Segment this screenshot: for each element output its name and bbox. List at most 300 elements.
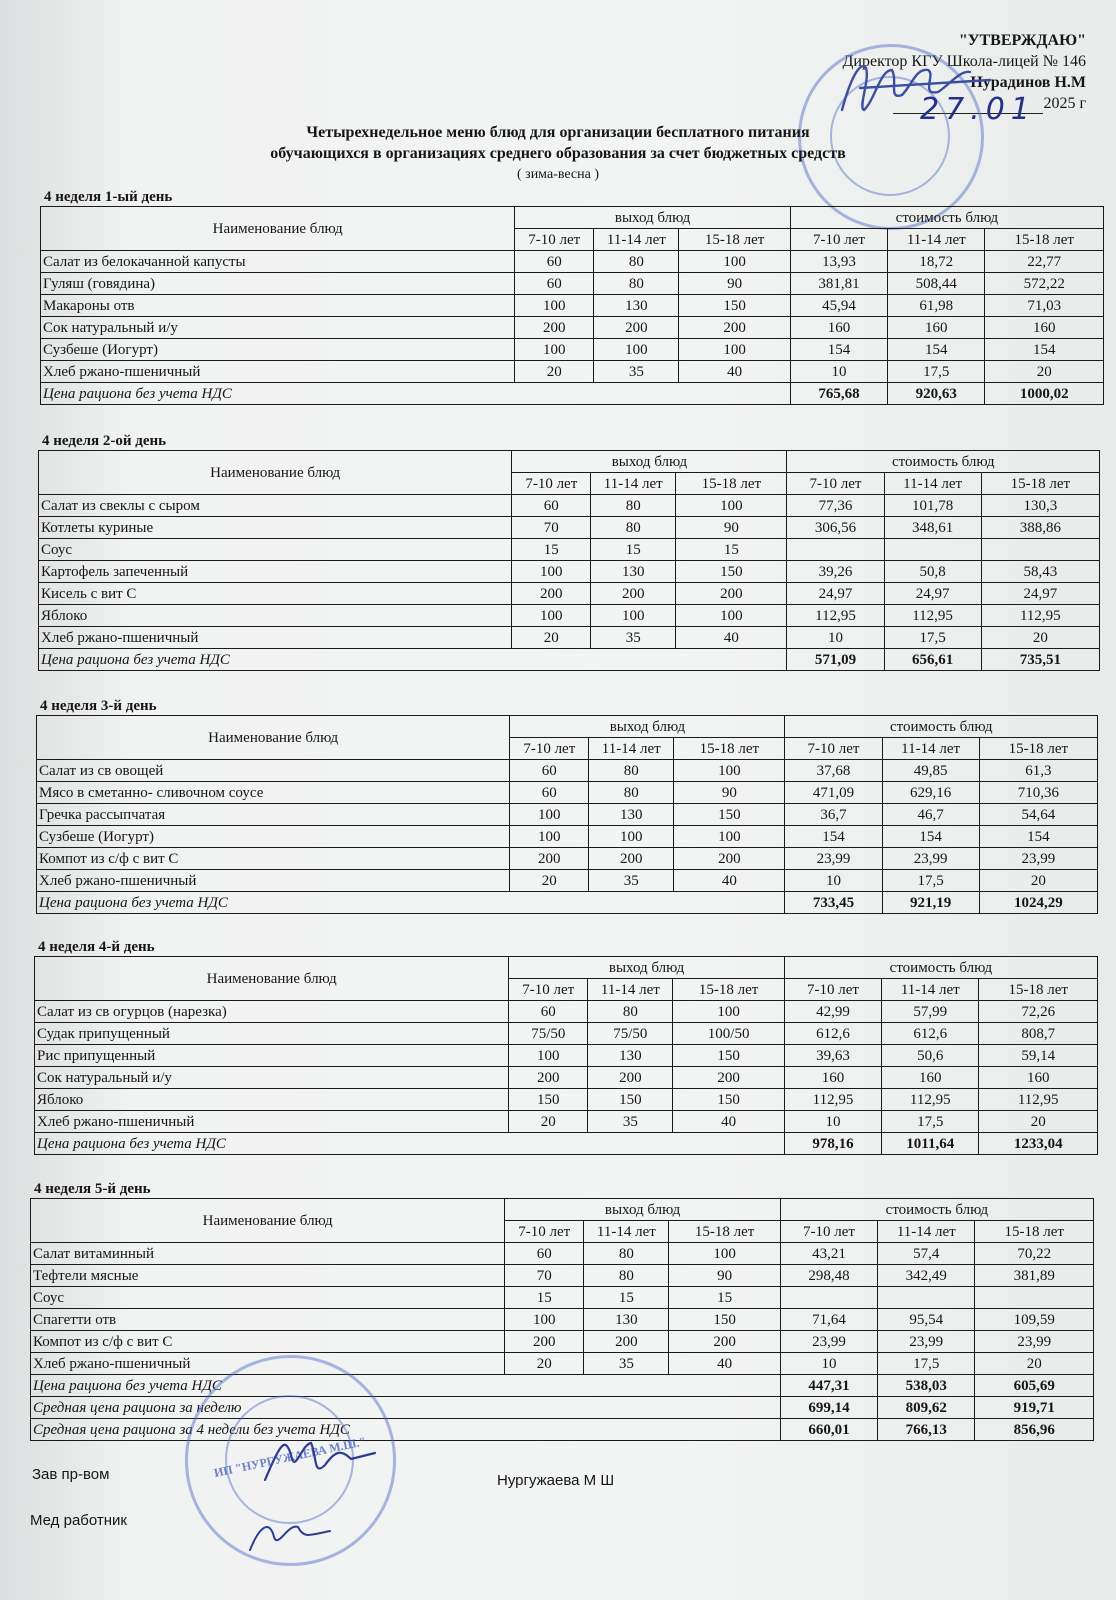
cost-cell: 130,3 <box>981 495 1099 517</box>
table-row <box>41 361 1104 383</box>
output-cell: 200 <box>594 317 679 339</box>
header-cost: стоимость блюд <box>785 716 1098 738</box>
day-section <box>38 432 1100 671</box>
table-row <box>41 317 1104 339</box>
dish-name: Тефтели мясные <box>31 1265 505 1287</box>
total-value: 733,45 <box>785 892 882 914</box>
output-cell: 150 <box>509 1089 588 1111</box>
output-cell: 100/50 <box>673 1023 784 1045</box>
output-cell: 100 <box>674 760 785 782</box>
header-age: 15-18 лет <box>673 979 784 1001</box>
dish-name: Мясо в сметанно- сливочном соусе <box>37 782 510 804</box>
header-age: 11-14 лет <box>591 473 676 495</box>
day-section <box>34 938 1098 1155</box>
output-cell: 80 <box>588 1001 673 1023</box>
cost-cell: 10 <box>785 870 882 892</box>
table-row <box>37 804 1098 826</box>
cost-cell: 508,44 <box>888 273 985 295</box>
table-row <box>31 1287 1094 1309</box>
dish-name: Гречка рассыпчатая <box>37 804 510 826</box>
cost-cell: 388,86 <box>981 517 1099 539</box>
header-output: выход блюд <box>509 957 785 979</box>
output-cell: 20 <box>510 870 589 892</box>
day-section <box>36 697 1098 914</box>
header-age: 15-18 лет <box>669 1221 780 1243</box>
title-line-1: Четырехнедельное меню блюд для организации бесплатного питания <box>306 124 810 141</box>
dish-name: Соус <box>31 1287 505 1309</box>
dish-name: Судак припущенный <box>35 1023 509 1045</box>
output-cell: 40 <box>679 361 790 383</box>
cost-cell <box>981 539 1099 561</box>
header-age: 11-14 лет <box>878 1221 975 1243</box>
output-cell: 100 <box>676 605 787 627</box>
approval-label: "УТВЕРЖДАЮ" <box>958 32 1086 49</box>
dish-name: Макароны отв <box>41 295 515 317</box>
cost-cell: 154 <box>790 339 887 361</box>
dish-name: Кисель с вит С <box>39 583 512 605</box>
cost-cell: 306,56 <box>787 517 884 539</box>
dish-name: Хлеб ржано-пшеничный <box>39 627 512 649</box>
output-cell: 200 <box>505 1331 584 1353</box>
output-cell: 200 <box>515 317 594 339</box>
output-cell: 100 <box>512 561 591 583</box>
dish-name: Рис припущенный <box>35 1045 509 1067</box>
header-output: выход блюд <box>505 1199 781 1221</box>
cost-cell: 154 <box>785 826 882 848</box>
output-cell: 100 <box>515 339 594 361</box>
header-age: 11-14 лет <box>589 738 674 760</box>
menu-table <box>30 1198 1094 1441</box>
cost-cell: 17,5 <box>888 361 985 383</box>
header-dish-name: Наименование блюд <box>37 716 510 760</box>
table-row <box>35 1111 1098 1133</box>
cost-cell: 22,77 <box>985 251 1104 273</box>
day-section <box>30 1180 1094 1441</box>
table-row <box>35 1089 1098 1111</box>
cost-cell: 23,99 <box>780 1331 877 1353</box>
header-age: 7-10 лет <box>784 979 881 1001</box>
output-cell: 130 <box>588 1045 673 1067</box>
output-cell: 100 <box>674 826 785 848</box>
cost-cell <box>884 539 981 561</box>
dish-name: Соус <box>39 539 512 561</box>
cost-cell: 45,94 <box>790 295 887 317</box>
dish-name: Сок натуральный и/у <box>41 317 515 339</box>
cost-cell: 36,7 <box>785 804 882 826</box>
cost-cell: 49,85 <box>882 760 979 782</box>
header-age: 7-10 лет <box>515 229 594 251</box>
dish-name: Спагетти отв <box>31 1309 505 1331</box>
output-cell: 35 <box>589 870 674 892</box>
cost-cell: 72,26 <box>979 1001 1098 1023</box>
output-cell: 100 <box>505 1309 584 1331</box>
footer-name-1: Нургужаева М Ш <box>497 1472 615 1489</box>
output-cell: 100 <box>676 495 787 517</box>
output-cell: 200 <box>512 583 591 605</box>
ip-stamp-text: ИП "НУРГУЖАЕВА М.Ш." <box>212 1434 368 1480</box>
cost-cell: 154 <box>979 826 1097 848</box>
header-age: 7-10 лет <box>787 473 884 495</box>
cost-cell: 381,89 <box>975 1265 1094 1287</box>
total-label: Средная цена рациона за неделю <box>31 1397 781 1419</box>
output-cell: 70 <box>505 1265 584 1287</box>
cost-cell: 95,54 <box>878 1309 975 1331</box>
table-row <box>41 273 1104 295</box>
total-value: 765,68 <box>790 383 887 405</box>
cost-cell: 348,61 <box>884 517 981 539</box>
cost-cell: 112,95 <box>981 605 1099 627</box>
menu-table <box>36 715 1098 914</box>
dish-name: Компот из с/ф с вит С <box>37 848 510 870</box>
cost-cell: 17,5 <box>878 1353 975 1375</box>
dish-name: Салат из св огурцов (нарезка) <box>35 1001 509 1023</box>
total-value: 1024,29 <box>979 892 1097 914</box>
output-cell: 150 <box>673 1045 784 1067</box>
table-row <box>39 583 1100 605</box>
output-cell: 35 <box>594 361 679 383</box>
cost-cell: 39,63 <box>784 1045 881 1067</box>
output-cell: 100 <box>591 605 676 627</box>
table-row <box>39 539 1100 561</box>
output-cell: 100 <box>512 605 591 627</box>
day-title: 4 неделя 4-й день <box>38 939 155 955</box>
cost-cell: 70,22 <box>975 1243 1094 1265</box>
cost-cell: 59,14 <box>979 1045 1098 1067</box>
output-cell: 150 <box>588 1089 673 1111</box>
table-row <box>31 1331 1094 1353</box>
footer-signature-1 <box>255 1425 395 1495</box>
output-cell: 75/50 <box>588 1023 673 1045</box>
total-value: 766,13 <box>878 1419 975 1441</box>
output-cell: 80 <box>584 1265 669 1287</box>
cost-cell: 710,36 <box>979 782 1097 804</box>
table-row <box>37 826 1098 848</box>
cost-cell: 342,49 <box>878 1265 975 1287</box>
cost-cell: 13,93 <box>790 251 887 273</box>
cost-cell: 39,26 <box>787 561 884 583</box>
total-row <box>31 1375 1094 1397</box>
output-cell: 150 <box>669 1309 780 1331</box>
output-cell: 60 <box>512 495 591 517</box>
dish-name: Сузбеше (Иогурт) <box>41 339 515 361</box>
output-cell: 20 <box>509 1111 588 1133</box>
header-dish-name: Наименование блюд <box>39 451 512 495</box>
header-output: выход блюд <box>515 207 791 229</box>
approval-date-handwritten: 27.01 <box>920 92 1036 127</box>
dish-name: Яблоко <box>35 1089 509 1111</box>
output-cell: 80 <box>594 273 679 295</box>
header-age: 15-18 лет <box>985 229 1104 251</box>
total-value: 660,01 <box>780 1419 877 1441</box>
cost-cell: 61,3 <box>979 760 1097 782</box>
dish-name: Сузбеше (Иогурт) <box>37 826 510 848</box>
cost-cell: 112,95 <box>979 1089 1098 1111</box>
header-dish-name: Наименование блюд <box>35 957 509 1001</box>
total-value: 735,51 <box>981 649 1099 671</box>
cost-cell: 20 <box>981 627 1099 649</box>
output-cell: 40 <box>673 1111 784 1133</box>
table-row <box>31 1243 1094 1265</box>
table-row <box>35 1067 1098 1089</box>
total-row <box>35 1133 1098 1155</box>
output-cell: 100 <box>589 826 674 848</box>
header-cost: стоимость блюд <box>780 1199 1093 1221</box>
cost-cell: 77,36 <box>787 495 884 517</box>
title-line-2: обучающихся в организациях среднего образования за счет бюджетных средств <box>270 145 846 162</box>
cost-cell: 50,8 <box>884 561 981 583</box>
output-cell: 100 <box>673 1001 784 1023</box>
output-cell: 200 <box>669 1331 780 1353</box>
output-cell: 20 <box>505 1353 584 1375</box>
dish-name: Хлеб ржано-пшеничный <box>35 1111 509 1133</box>
footer-role-1: Зав пр-вом <box>32 1466 110 1483</box>
total-label: Средная цена рациона за 4 недели без учета НДС <box>31 1419 781 1441</box>
table-row <box>39 627 1100 649</box>
table-row <box>41 251 1104 273</box>
total-label: Цена рациона без учета НДС <box>39 649 787 671</box>
output-cell: 200 <box>589 848 674 870</box>
dish-name: Гуляш (говядина) <box>41 273 515 295</box>
cost-cell: 112,95 <box>884 605 981 627</box>
header-age: 11-14 лет <box>888 229 985 251</box>
dish-name: Компот из с/ф с вит С <box>31 1331 505 1353</box>
total-value: 1233,04 <box>979 1133 1098 1155</box>
cost-cell: 160 <box>882 1067 979 1089</box>
total-row <box>41 383 1104 405</box>
cost-cell: 20 <box>975 1353 1094 1375</box>
table-row <box>41 339 1104 361</box>
cost-cell: 629,16 <box>882 782 979 804</box>
output-cell: 60 <box>505 1243 584 1265</box>
output-cell: 100 <box>509 1045 588 1067</box>
cost-cell: 160 <box>888 317 985 339</box>
total-value: 1000,02 <box>985 383 1104 405</box>
total-value: 538,03 <box>878 1375 975 1397</box>
header-age: 7-10 лет <box>510 738 589 760</box>
output-cell: 40 <box>669 1353 780 1375</box>
output-cell: 60 <box>510 760 589 782</box>
cost-cell: 154 <box>985 339 1104 361</box>
approval-position: Директор КГУ Школа-лицей № 146 <box>842 53 1086 70</box>
output-cell: 15 <box>676 539 787 561</box>
output-cell: 150 <box>676 561 787 583</box>
header-age: 7-10 лет <box>790 229 887 251</box>
cost-cell: 154 <box>882 826 979 848</box>
output-cell: 70 <box>512 517 591 539</box>
total-value: 921,19 <box>882 892 979 914</box>
cost-cell: 17,5 <box>882 870 979 892</box>
header-output: выход блюд <box>510 716 785 738</box>
day-section <box>40 188 1104 405</box>
total-row <box>39 649 1100 671</box>
output-cell: 130 <box>584 1309 669 1331</box>
cost-cell: 57,4 <box>878 1243 975 1265</box>
cost-cell: 298,48 <box>780 1265 877 1287</box>
header-age: 15-18 лет <box>979 979 1098 1001</box>
output-cell: 100 <box>594 339 679 361</box>
table-row <box>37 848 1098 870</box>
table-row <box>37 760 1098 782</box>
header-age: 15-18 лет <box>975 1221 1094 1243</box>
output-cell: 20 <box>515 361 594 383</box>
output-cell: 200 <box>510 848 589 870</box>
cost-cell: 572,22 <box>985 273 1104 295</box>
output-cell: 100 <box>510 826 589 848</box>
cost-cell: 154 <box>888 339 985 361</box>
output-cell: 35 <box>588 1111 673 1133</box>
cost-cell: 109,59 <box>975 1309 1094 1331</box>
cost-cell: 23,99 <box>979 848 1097 870</box>
total-value: 978,16 <box>784 1133 881 1155</box>
header-age: 15-18 лет <box>679 229 790 251</box>
cost-cell: 23,99 <box>975 1331 1094 1353</box>
header-output: выход блюд <box>512 451 787 473</box>
cost-cell: 612,6 <box>882 1023 979 1045</box>
cost-cell: 10 <box>784 1111 881 1133</box>
menu-table <box>34 956 1098 1155</box>
table-row <box>31 1353 1094 1375</box>
output-cell: 35 <box>591 627 676 649</box>
table-row <box>35 1045 1098 1067</box>
total-value: 571,09 <box>787 649 884 671</box>
cost-cell: 46,7 <box>882 804 979 826</box>
output-cell: 20 <box>512 627 591 649</box>
header-age: 15-18 лет <box>676 473 787 495</box>
dish-name: Хлеб ржано-пшеничный <box>37 870 510 892</box>
dish-name: Сок натуральный и/у <box>35 1067 509 1089</box>
header-age: 7-10 лет <box>785 738 882 760</box>
output-cell: 80 <box>591 517 676 539</box>
cost-cell: 17,5 <box>884 627 981 649</box>
output-cell: 80 <box>589 782 674 804</box>
table-row <box>39 605 1100 627</box>
menu-table <box>38 450 1100 671</box>
header-age: 15-18 лет <box>979 738 1097 760</box>
cost-cell: 18,72 <box>888 251 985 273</box>
table-row <box>35 1001 1098 1023</box>
cost-cell: 23,99 <box>785 848 882 870</box>
total-label: Цена рациона без учета НДС <box>31 1375 781 1397</box>
cost-cell: 17,5 <box>882 1111 979 1133</box>
total-value: 605,69 <box>975 1375 1094 1397</box>
cost-cell: 57,99 <box>882 1001 979 1023</box>
output-cell: 90 <box>669 1265 780 1287</box>
output-cell: 100 <box>679 251 790 273</box>
cost-cell: 160 <box>790 317 887 339</box>
cost-cell: 71,64 <box>780 1309 877 1331</box>
cost-cell: 112,95 <box>882 1089 979 1111</box>
header-age: 7-10 лет <box>780 1221 877 1243</box>
dish-name: Яблоко <box>39 605 512 627</box>
output-cell: 80 <box>591 495 676 517</box>
output-cell: 100 <box>679 339 790 361</box>
header-age: 11-14 лет <box>884 473 981 495</box>
output-cell: 40 <box>676 627 787 649</box>
total-value: 920,63 <box>888 383 985 405</box>
cost-cell: 23,99 <box>882 848 979 870</box>
output-cell: 200 <box>673 1067 784 1089</box>
output-cell: 15 <box>512 539 591 561</box>
output-cell: 130 <box>591 561 676 583</box>
output-cell: 200 <box>679 317 790 339</box>
header-age: 7-10 лет <box>509 979 588 1001</box>
output-cell: 90 <box>674 782 785 804</box>
day-title: 4 неделя 3-й день <box>40 698 157 714</box>
cost-cell: 20 <box>979 870 1097 892</box>
total-value: 656,61 <box>884 649 981 671</box>
cost-cell: 160 <box>979 1067 1098 1089</box>
cost-cell <box>878 1287 975 1309</box>
header-age: 7-10 лет <box>505 1221 584 1243</box>
table-row <box>39 517 1100 539</box>
table-row <box>41 295 1104 317</box>
output-cell: 80 <box>594 251 679 273</box>
cost-cell: 808,7 <box>979 1023 1098 1045</box>
cost-cell: 43,21 <box>780 1243 877 1265</box>
season-label: ( зима-весна ) <box>517 167 599 182</box>
cost-cell <box>787 539 884 561</box>
header-dish-name: Наименование блюд <box>41 207 515 251</box>
header-cost: стоимость блюд <box>784 957 1097 979</box>
output-cell: 60 <box>510 782 589 804</box>
output-cell: 75/50 <box>509 1023 588 1045</box>
dish-name: Салат витаминный <box>31 1243 505 1265</box>
output-cell: 15 <box>591 539 676 561</box>
day-title: 4 неделя 1-ый день <box>44 189 173 205</box>
header-age: 11-14 лет <box>588 979 673 1001</box>
footer-role-2: Мед работник <box>30 1512 127 1529</box>
table-row <box>39 495 1100 517</box>
output-cell: 130 <box>594 295 679 317</box>
output-cell: 100 <box>669 1243 780 1265</box>
dish-name: Салат из свеклы с сыром <box>39 495 512 517</box>
header-age: 11-14 лет <box>882 979 979 1001</box>
output-cell: 15 <box>505 1287 584 1309</box>
total-value: 1011,64 <box>882 1133 979 1155</box>
cost-cell: 24,97 <box>981 583 1099 605</box>
table-row <box>37 782 1098 804</box>
dish-name: Салат из белокачанной капусты <box>41 251 515 273</box>
cost-cell: 160 <box>985 317 1104 339</box>
output-cell: 40 <box>674 870 785 892</box>
output-cell: 200 <box>584 1331 669 1353</box>
approval-name: Нурадинов Н.М <box>970 74 1086 91</box>
cost-cell: 58,43 <box>981 561 1099 583</box>
output-cell: 60 <box>515 273 594 295</box>
cost-cell: 20 <box>979 1111 1098 1133</box>
header-cost: стоимость блюд <box>790 207 1103 229</box>
output-cell: 35 <box>584 1353 669 1375</box>
approval-date-suffix: 2025 г <box>1043 95 1086 112</box>
header-age: 15-18 лет <box>674 738 785 760</box>
table-row <box>39 561 1100 583</box>
total-value: 699,14 <box>780 1397 877 1419</box>
header-age: 11-14 лет <box>594 229 679 251</box>
total-value: 809,62 <box>878 1397 975 1419</box>
total-row <box>37 892 1098 914</box>
output-cell: 200 <box>591 583 676 605</box>
cost-cell <box>975 1287 1094 1309</box>
header-cost: стоимость блюд <box>787 451 1100 473</box>
table-row <box>31 1309 1094 1331</box>
cost-cell: 101,78 <box>884 495 981 517</box>
dish-name: Хлеб ржано-пшеничный <box>31 1353 505 1375</box>
cost-cell: 10 <box>780 1353 877 1375</box>
cost-cell: 50,6 <box>882 1045 979 1067</box>
cost-cell: 24,97 <box>884 583 981 605</box>
cost-cell: 612,6 <box>784 1023 881 1045</box>
output-cell: 150 <box>673 1089 784 1111</box>
